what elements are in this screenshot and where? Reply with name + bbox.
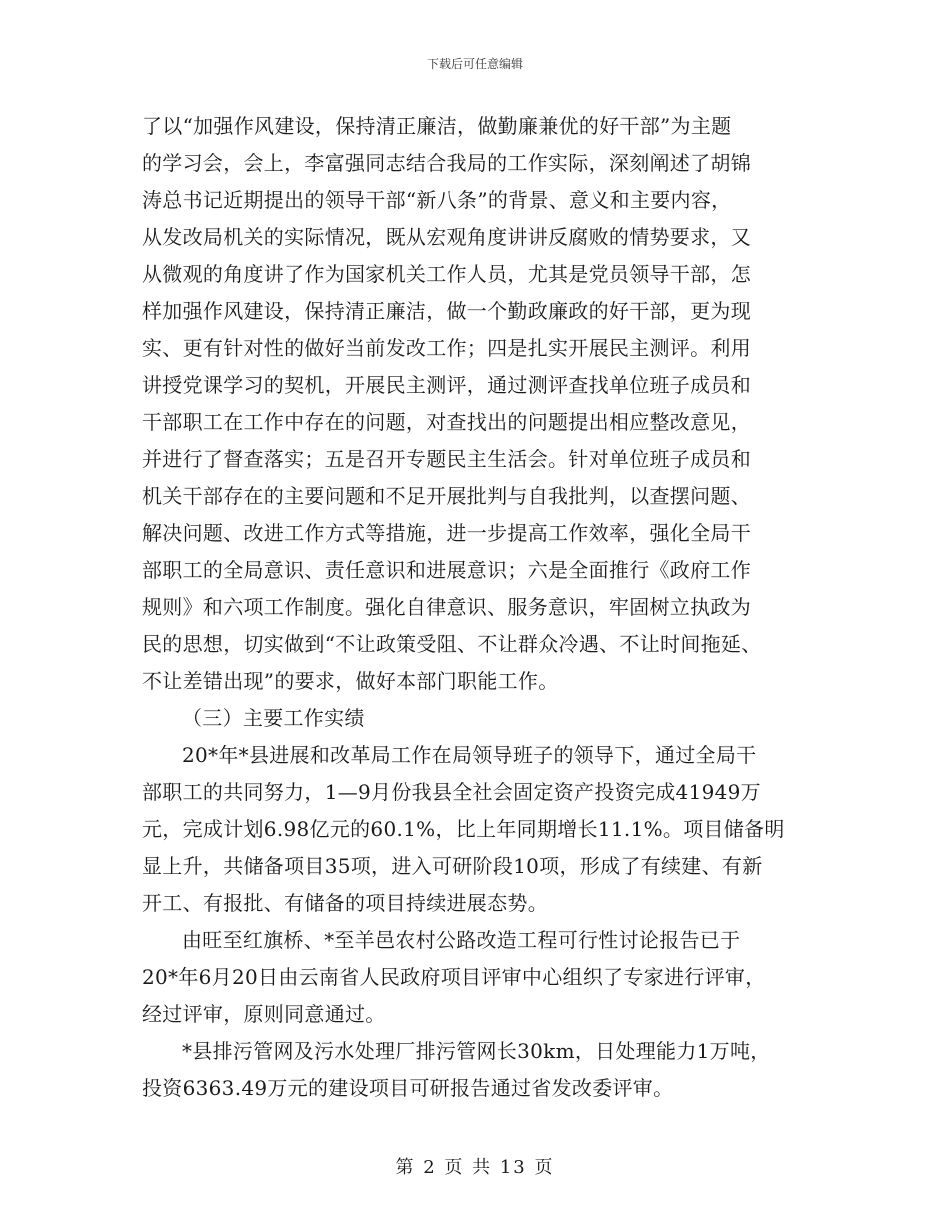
text-line: *县排污管网及污水处理厂排污管网长30km，日处理能力1万吨， (182, 1039, 771, 1063)
text-line: 规则》和六项工作制度。强化自律意识、服务意识，牢固树立执政为 (142, 595, 751, 619)
text-line: 民的思想，切实做到“不让政策受阻、不让群众冷遇、不让时间拖延、 (142, 632, 762, 656)
page-footer: 第 2 页 共 13 页 (395, 1157, 555, 1178)
section-heading: （三）主要工作实绩 (182, 706, 365, 730)
text-line: 干部职工在工作中存在的问题，对查找出的问题提出相应整改意见， (142, 410, 751, 434)
text-line: 由旺至红旗桥、*至羊邑农村公路改造工程可行性讨论报告已于 (182, 928, 741, 952)
text-line: 20*年6月20日由云南省人民政府项目评审中心组织了专家进行评审， (142, 965, 766, 989)
text-line: 了以“加强作风建设，保持清正廉洁，做勤廉兼优的好干部”为主题 (142, 114, 732, 138)
text-line: 机关干部存在的主要问题和不足开展批判与自我批判，以查摆问题、 (142, 484, 751, 508)
text-line: 讲授党课学习的契机，开展民主测评，通过测评查找单位班子成员和 (142, 373, 751, 397)
text-line: 样加强作风建设，保持清正廉洁，做一个勤政廉政的好干部，更为现 (142, 299, 751, 323)
text-line: 并进行了督查落实；五是召开专题民主生活会。针对单位班子成员和 (142, 447, 751, 471)
text-line: 开工、有报批、有储备的项目持续进展态势。 (142, 891, 548, 915)
text-line: 20*年*县进展和改革局工作在局领导班子的领导下，通过全局干 (182, 743, 757, 767)
document-body (142, 108, 822, 1107)
text-line: 涛总书记近期提出的领导干部“新八条”的背景、意义和主要内容， (142, 188, 732, 212)
text-line: 元，完成计划6.98亿元的60.1%，比上年同期增长11.1%。项目储备明 (142, 817, 785, 841)
text-line: 从微观的角度讲了作为国家机关工作人员，尤其是党员领导干部，怎 (142, 262, 751, 286)
text-line: 经过评审，原则同意通过。 (142, 1002, 386, 1026)
text-line: 的学习会，会上，李富强同志结合我局的工作实际，深刻阐述了胡锦 (142, 151, 751, 175)
text-line: 投资6363.49万元的建设项目可研报告通过省发改委评审。 (142, 1076, 674, 1100)
page-header: 下载后可任意编辑 (426, 57, 523, 71)
text-line: 部职工的共同努力，1—9月份我县全社会固定资产投资完成41949万 (142, 780, 761, 804)
text-line: 不让差错出现”的要求，做好本部门职能工作。 (142, 669, 559, 693)
text-line: 部职工的全局意识、责任意识和进展意识；六是全面推行《政府工作 (142, 558, 751, 582)
text-line: 显上升，共储备项目35项，进入可研阶段10项，形成了有续建、有新 (142, 854, 763, 878)
text-line: 从发改局机关的实际情况，既从宏观角度讲讲反腐败的情势要求，又 (142, 225, 751, 249)
text-line: 解决问题、改进工作方式等措施，进一步提高工作效率，强化全局干 (142, 521, 751, 545)
text-line: 实、更有针对性的做好当前发改工作；四是扎实开展民主测评。利用 (142, 336, 751, 360)
